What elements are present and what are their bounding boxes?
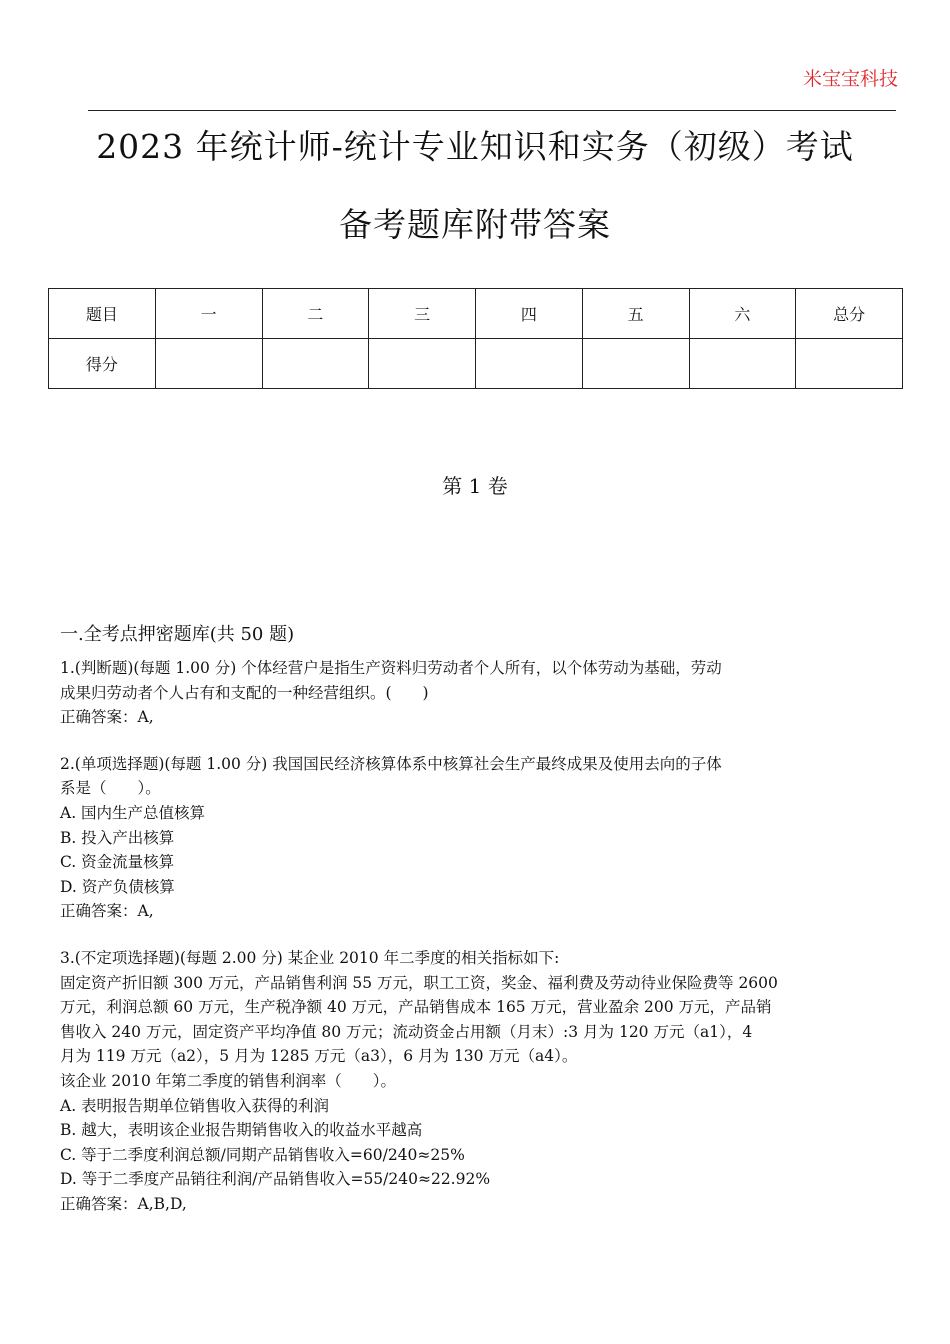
score-cell — [369, 339, 476, 389]
question-2 — [60, 752, 894, 924]
score-header-cell: 一 — [155, 289, 262, 339]
question-option: D. 资产负债核算 — [60, 877, 175, 896]
question-stem-line: 1.(判断题)(每题 1.00 分) 个体经营户是指生产资料归劳动者个人所有，以个体劳动为基础，劳动 — [60, 659, 722, 677]
document-title — [40, 108, 910, 264]
volume-label: 第 1 卷 — [442, 474, 508, 498]
question-answer: 正确答案：A, — [60, 902, 154, 921]
score-table-header-row — [49, 289, 903, 339]
question-3 — [60, 946, 894, 1217]
question-stem-line: 系是（ ）。 — [60, 779, 161, 798]
question-stem-line: 售收入 240 万元，固定资产平均净值 80 万元；流动资金占用额（月末）:3 月为 120 万元（a1），4 — [60, 1022, 753, 1041]
score-row-label: 得分 — [49, 339, 156, 389]
title-line-1: 2023 年统计师-统计专业知识和实务（初级）考试 — [96, 127, 854, 166]
brand-watermark: 米宝宝科技 — [802, 68, 898, 90]
score-header-cell: 三 — [369, 289, 476, 339]
question-answer: 正确答案：A,B,D, — [60, 1194, 187, 1213]
score-cell — [689, 339, 796, 389]
score-table — [48, 288, 903, 389]
question-option: A. 国内生产总值核算 — [60, 803, 206, 822]
question-1 — [60, 656, 894, 730]
question-option: B. 越大，表明该企业报告期销售收入的收益水平越高 — [60, 1121, 423, 1140]
score-cell — [155, 339, 262, 389]
score-header-cell: 题目 — [49, 289, 156, 339]
question-stem-line: 固定资产折旧额 300 万元，产品销售利润 55 万元，职工工资，奖金、福利费及劳动待业保险费等 2600 — [60, 973, 778, 992]
question-section — [60, 622, 894, 1238]
question-stem-line: 成果归劳动者个人占有和支配的一种经营组织。( ) — [60, 683, 429, 702]
question-option: B. 投入产出核算 — [60, 828, 175, 847]
score-header-cell: 二 — [262, 289, 369, 339]
question-stem-line: 该企业 2010 年第二季度的销售利润率（ ）。 — [60, 1071, 397, 1090]
score-cell — [476, 339, 583, 389]
question-option: D. 等于二季度产品销往利润/产品销售收入=55/240≈22.92% — [60, 1170, 491, 1189]
score-table-score-row — [49, 339, 903, 389]
score-cell — [582, 339, 689, 389]
score-header-cell: 总分 — [796, 289, 903, 339]
score-header-cell: 六 — [689, 289, 796, 339]
question-stem-line: 万元，利润总额 60 万元，生产税净额 40 万元，产品销售成本 165 万元，营业盈余 200 万元，产品销 — [60, 998, 772, 1017]
question-option: C. 资金流量核算 — [60, 853, 175, 872]
question-answer: 正确答案：A, — [60, 708, 154, 727]
question-stem-line: 月为 119 万元（a2），5 月为 1285 万元（a3），6 月为 130 万元（a4）。 — [60, 1047, 578, 1066]
question-option: A. 表明报告期单位销售收入获得的利润 — [60, 1096, 330, 1115]
question-option: C. 等于二季度利润总额/同期产品销售收入=60/240≈25% — [60, 1145, 465, 1164]
score-cell — [262, 339, 369, 389]
score-header-cell: 四 — [476, 289, 583, 339]
score-header-cell: 五 — [582, 289, 689, 339]
score-cell — [796, 339, 903, 389]
title-line-2: 备考题库附带答案 — [339, 205, 611, 244]
question-stem-line: 2.(单项选择题)(每题 1.00 分) 我国国民经济核算体系中核算社会生产最终成果及使用去向的子体 — [60, 754, 722, 773]
question-stem-line: 3.(不定项选择题)(每题 2.00 分) 某企业 2010 年二季度的相关指标如下: — [60, 948, 560, 967]
section-title: 一.全考点押密题库(共 50 题) — [60, 624, 295, 645]
